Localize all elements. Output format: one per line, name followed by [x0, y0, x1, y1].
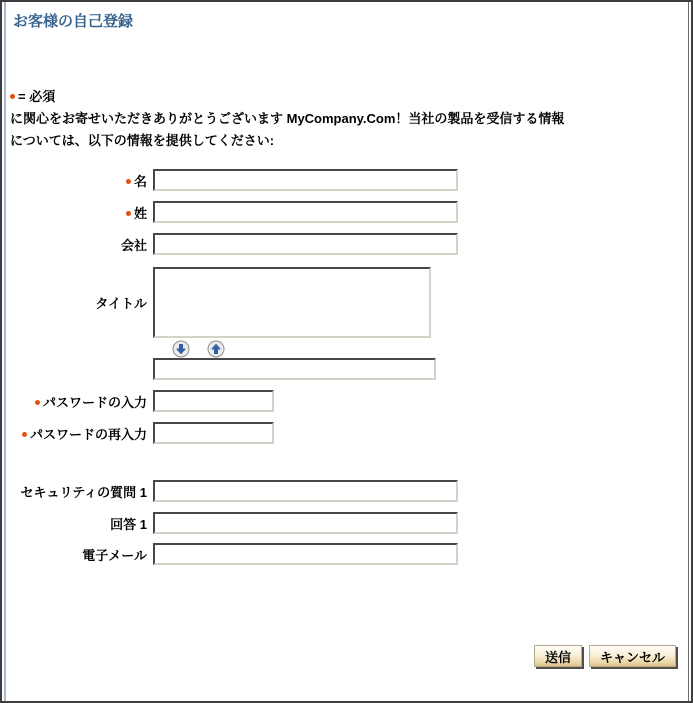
up-arrow-icon — [207, 340, 225, 358]
title-list-controls — [172, 340, 682, 358]
answer-label: 回答 1 — [110, 516, 147, 532]
email-input[interactable] — [153, 543, 458, 565]
field-row-first-name — [6, 169, 682, 191]
field-row-security-question — [6, 480, 682, 502]
orange-dot-icon — [35, 400, 40, 405]
field-row-password-confirm — [6, 422, 682, 444]
orange-dot-icon — [10, 94, 15, 99]
field-row-password — [6, 390, 682, 412]
required-legend-text: = 必須 — [18, 89, 56, 104]
required-legend — [10, 86, 682, 108]
field-row-title-entry — [6, 358, 682, 380]
orange-dot-icon — [126, 211, 131, 216]
page-frame — [4, 2, 689, 701]
field-row-email — [6, 543, 682, 565]
security-question-label: セキュリティの質問 1 — [20, 484, 147, 500]
answer-input[interactable] — [153, 512, 458, 534]
field-row-answer — [6, 512, 682, 534]
orange-dot-icon — [22, 432, 27, 437]
title-entry-input[interactable] — [153, 358, 436, 380]
submit-button[interactable]: 送信 — [534, 645, 582, 667]
move-up-button[interactable] — [207, 340, 225, 358]
page-title: お客様の自己登録 — [13, 13, 134, 30]
last-name-label: 姓 — [6, 203, 153, 222]
down-arrow-icon — [172, 340, 190, 358]
intro-line-2: については、以下の情報を提供してください: — [10, 133, 275, 148]
cancel-button[interactable]: キャンセル — [589, 645, 676, 667]
title-listbox[interactable] — [153, 267, 431, 338]
security-question-input[interactable] — [153, 480, 458, 502]
email-label: 電子メール — [82, 547, 147, 563]
password-confirm-input[interactable] — [153, 422, 274, 444]
field-row-last-name — [6, 201, 682, 223]
orange-dot-icon — [126, 179, 131, 184]
intro-line-1: に関心をお寄せいただきありがとうございます MyCompany.Com！当社の製品を受信する情報 — [10, 111, 565, 126]
first-name-label: 名 — [6, 171, 153, 190]
field-row-title — [6, 267, 682, 338]
password-confirm-label: パスワードの再入力 — [6, 424, 153, 443]
title-label: タイトル — [95, 296, 147, 311]
first-name-input[interactable] — [153, 169, 458, 191]
field-row-company — [6, 233, 682, 255]
password-input[interactable] — [153, 390, 274, 412]
last-name-input[interactable] — [153, 201, 458, 223]
password-label: パスワードの入力 — [6, 392, 153, 411]
intro-block — [10, 86, 682, 152]
move-down-button[interactable] — [172, 340, 190, 358]
company-label: 会社 — [120, 237, 147, 253]
registration-form — [6, 169, 682, 667]
company-input[interactable] — [153, 233, 458, 255]
form-actions — [6, 645, 682, 667]
